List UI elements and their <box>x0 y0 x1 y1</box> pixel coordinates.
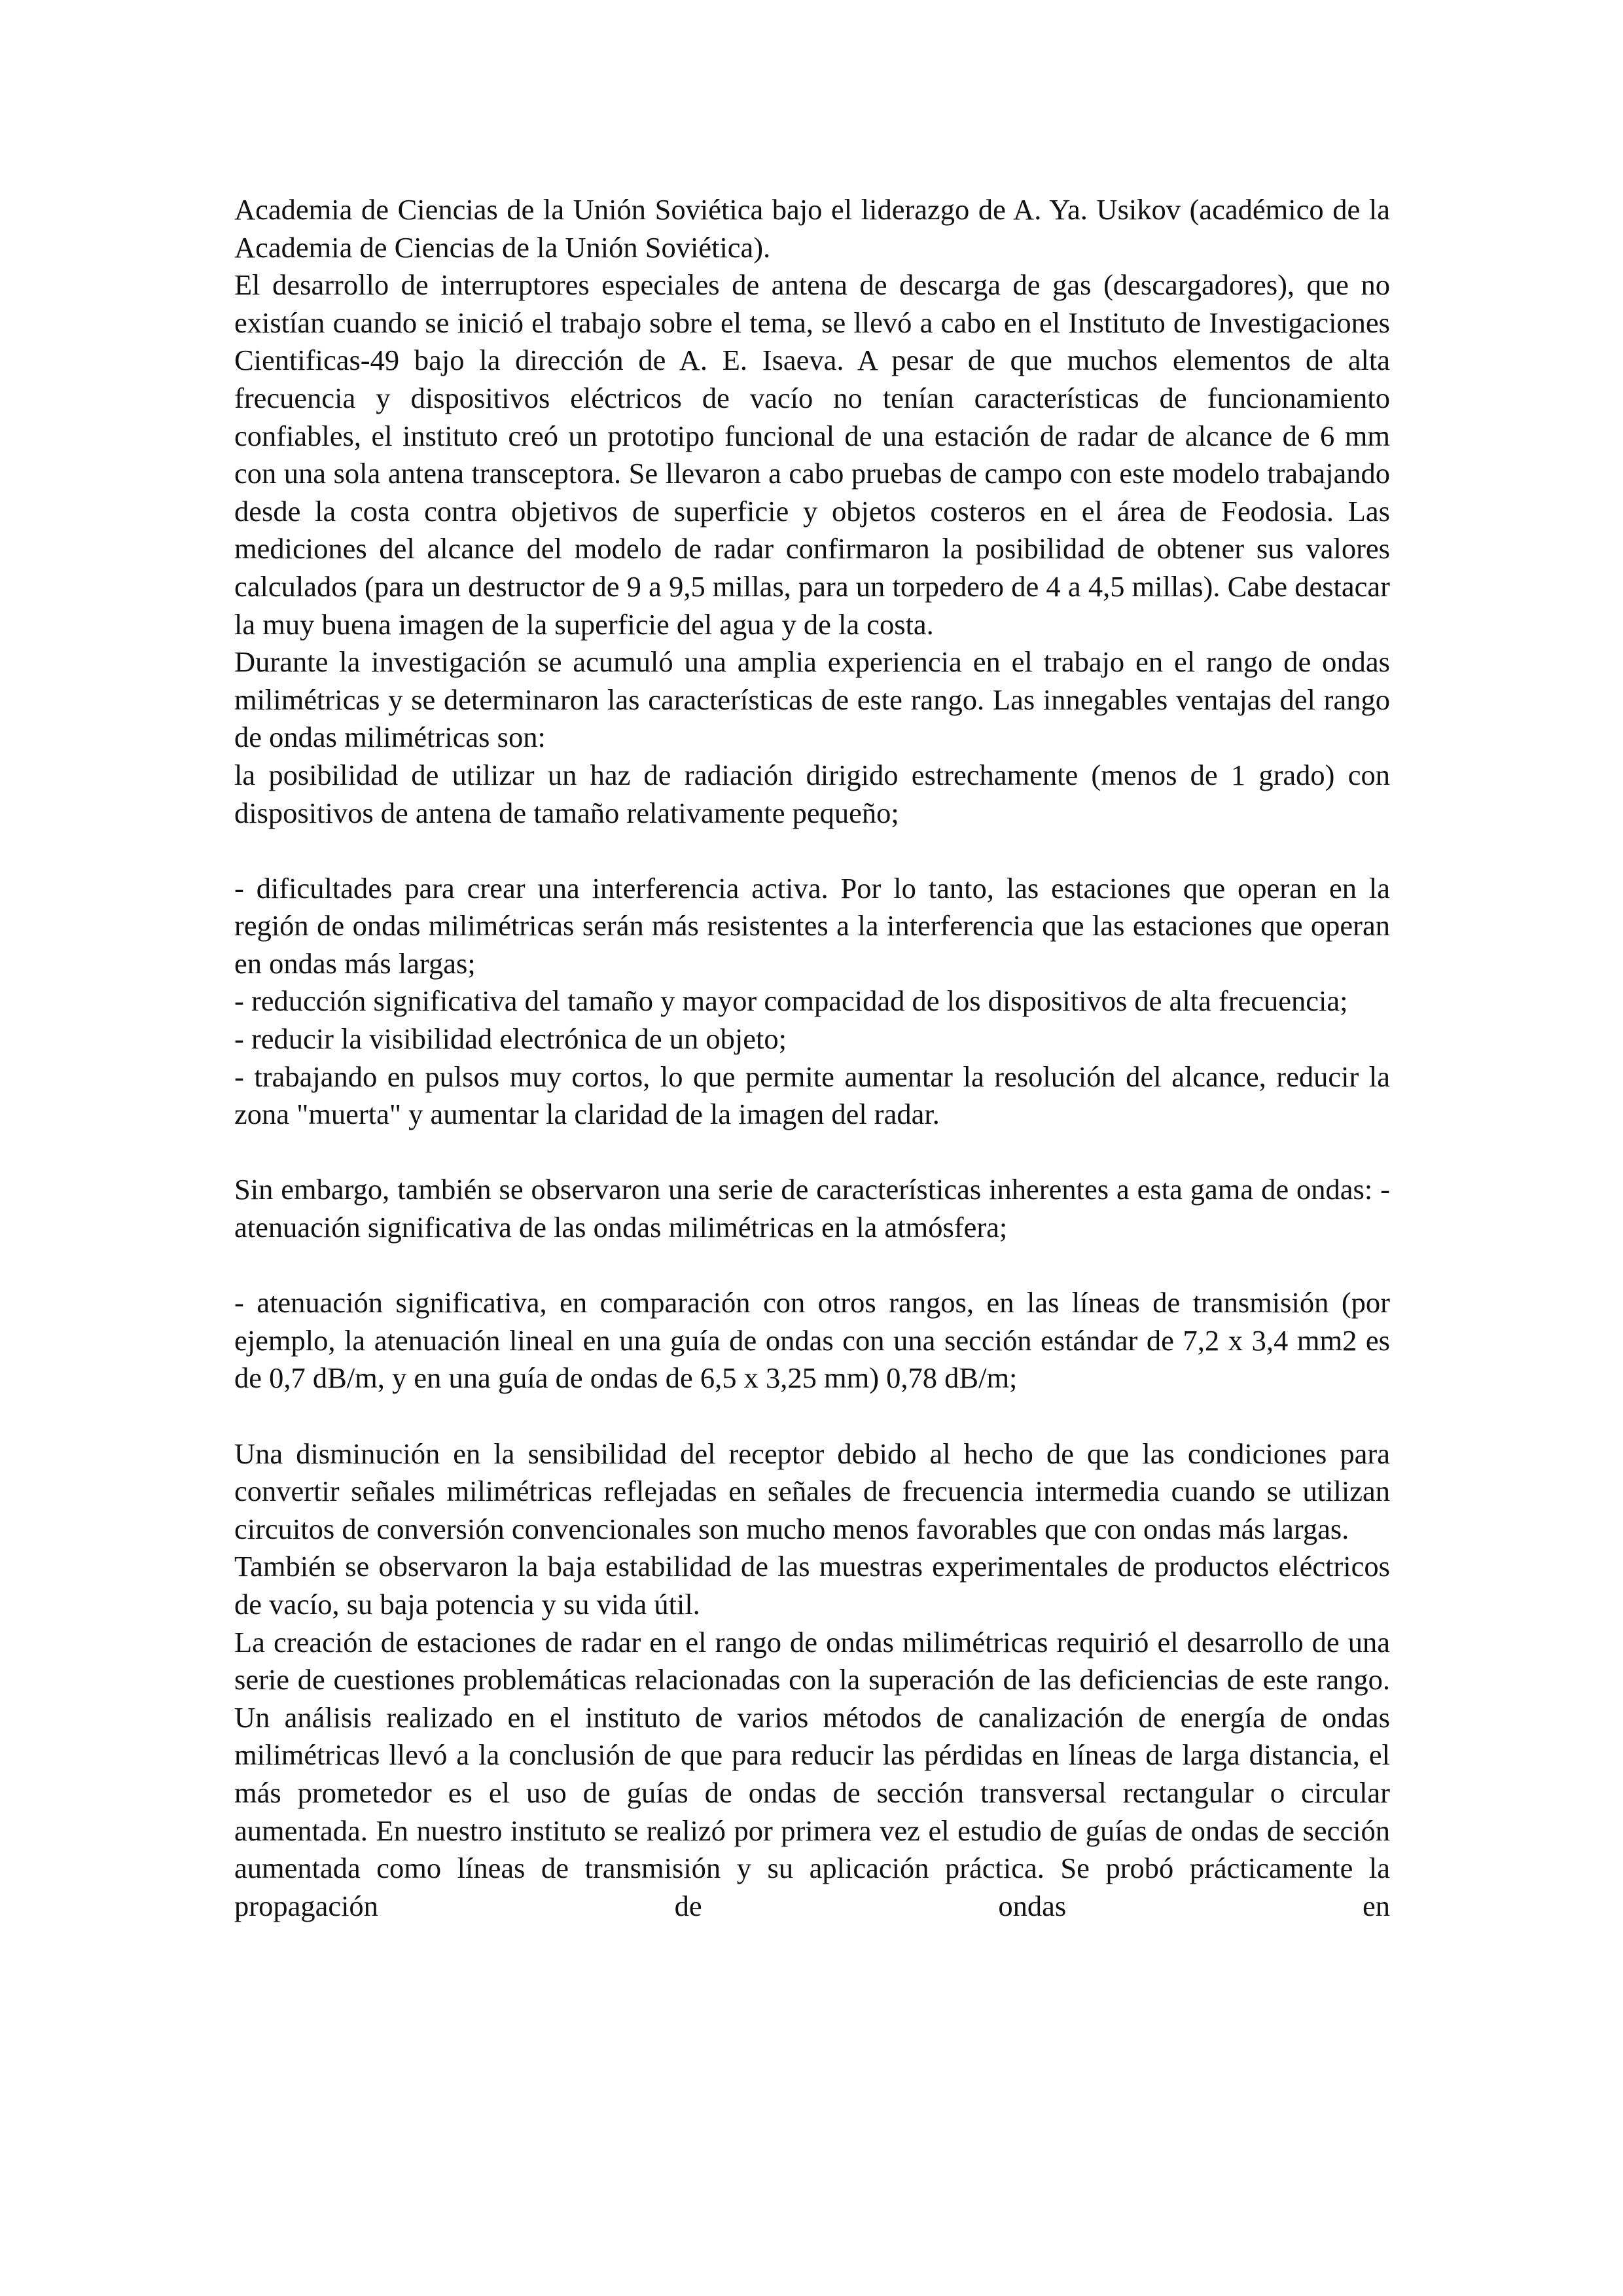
list-item-short-pulses: - trabajando en pulsos muy cortos, lo que permite aumentar la resolución del alcance, reducir la zona "muerta" y aumentar la claridad de la imagen del radar. <box>234 1060 1390 1131</box>
body-text <box>234 191 1390 1925</box>
list-item-visibility: - reducir la visibilidad electrónica de un objeto; <box>234 1022 787 1056</box>
paragraph-2: El desarrollo de interruptores especiales de antena de descarga de gas (descargadores), que no existían cuando se inició el trabajo sobre el tema, se llevó a cabo en el Instituto de Investigaciones Cientificas-49 bajo la dirección de A. E. Isaeva. A pesar de que muchos elementos de alta frecuencia y dispositivos eléctricos de vacío no tenían características de funcionamiento confiables, el instituto creó un prototipo funcional de una estación de radar de alcance de 6 mm con una sola antena transceptora. Se llevaron a cabo pruebas de campo con este modelo trabajando desde la costa contra objetivos de superficie y objetos costeros en el área de Feodosia. Las mediciones del alcance del modelo de radar confirmaron la posibilidad de obtener sus valores calculados (para un destructor de 9 a 9,5 millas, para un torpedero de 4 a 4,5 millas). Cabe destacar la muy buena imagen de la superficie del agua y de la costa. <box>234 268 1390 641</box>
paragraph-receiver-sensitivity: Una disminución en la sensibilidad del receptor debido al hecho de que las condiciones para convertir señales milimétricas reflejadas en señales de frecuencia intermedia cuando se utilizan circuitos de conversión convencionales son mucho menos favorables que con ondas más largas. <box>234 1437 1390 1545</box>
paragraph-characteristics: Sin embargo, también se observaron una serie de características inherentes a esta gama de ondas: - atenuación significativa de las ondas milimétricas en la atmósfera; <box>234 1173 1390 1244</box>
list-item-transmission-attenuation: - atenuación significativa, en comparación con otros rangos, en las líneas de transmisión (por ejemplo, la atenuación lineal en una guía de ondas con una sección estándar de 7,2 x 3,4 mm2 es de 0,7 dB/m, y en una guía de ondas de 6,5 x 3,25 mm) 0,78 dB/m; <box>234 1286 1390 1395</box>
paragraph-3: Durante la investigación se acumuló una amplia experiencia en el trabajo en el rango de ondas milimétricas y se determinaron las características de este rango. Las innegables ventajas del rango de ondas milimétricas son: <box>234 645 1390 754</box>
paragraph-1: Academia de Ciencias de la Unión Soviética bajo el liderazgo de A. Ya. Usikov (académico de la Academia de Ciencias de la Unión Soviética). <box>234 193 1390 264</box>
paragraph-4: la posibilidad de utilizar un haz de radiación dirigido estrechamente (menos de 1 grado) con dispositivos de antena de tamaño relativamente pequeño; <box>234 758 1390 829</box>
paragraph-waveguides: La creación de estaciones de radar en el rango de ondas milimétricas requirió el desarrollo de una serie de cuestiones problemáticas relacionadas con la superación de las deficiencias de este rango. Un análisis realizado en el instituto de varios métodos de canalización de energía de ondas milimétricas llevó a la conclusión de que para reducir las pérdidas en líneas de larga distancia, el más prometedor es el uso de guías de ondas de sección transversal rectangular o circular aumentada. En nuestro instituto se realizó por primera vez el estudio de guías de ondas de sección aumentada como líneas de transmisión y su aplicación práctica. Se probó prácticamente la propagación de ondas en <box>234 1625 1390 1922</box>
paragraph-low-stability: También se observaron la baja estabilidad de las muestras experimentales de productos eléctricos de vacío, su baja potencia y su vida útil. <box>234 1550 1390 1621</box>
list-item-active-interference: - dificultades para crear una interferencia activa. Por lo tanto, las estaciones que operan en la región de ondas milimétricas serán más resistentes a la interferencia que las estaciones que operan en ondas más largas; <box>234 871 1390 980</box>
list-item-size-reduction: - reducción significativa del tamaño y mayor compacidad de los dispositivos de alta frecuencia; <box>234 984 1348 1018</box>
